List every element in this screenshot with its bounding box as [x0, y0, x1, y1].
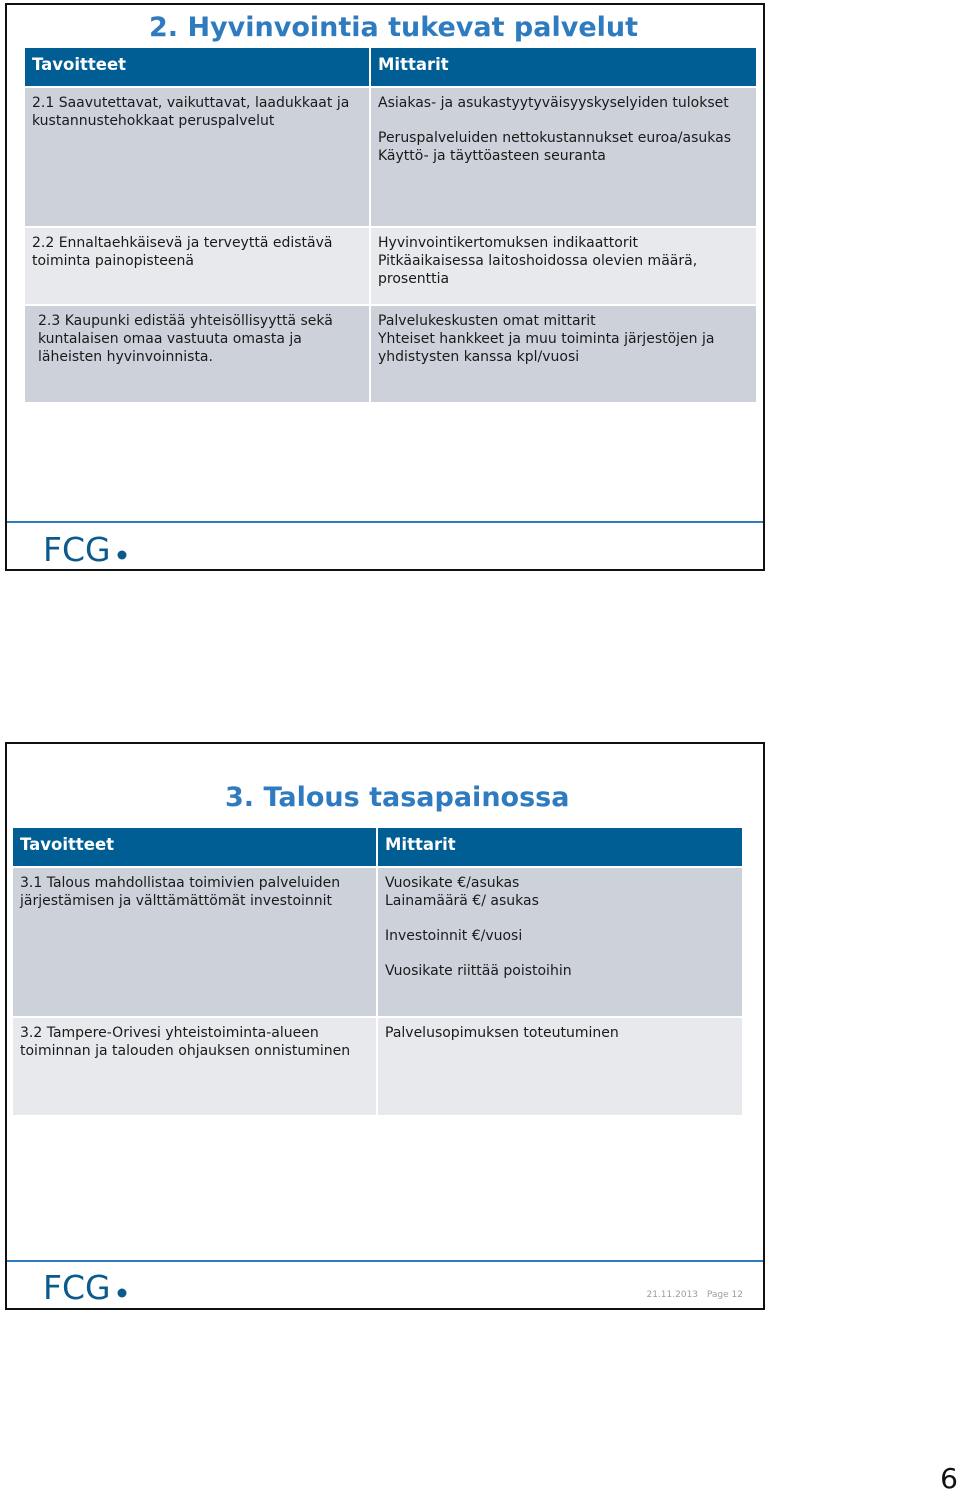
slide-title: 2. Hyvinvointia tukevat palvelut [149, 12, 639, 43]
metric-text: Asiakas- ja asukastyytyväisyyskyselyiden tulokset [378, 95, 729, 111]
metric-text: Investoinnit €/vuosi [385, 928, 523, 944]
metric-text: Palvelukeskusten omat mittarit [378, 313, 596, 329]
header-metrics: Mittarit [378, 828, 742, 866]
footer-date: 21.11.2013 [646, 1290, 699, 1300]
metric-text: Hyvinvointikertomuksen indikaattorit [378, 235, 638, 251]
metric-text: Palvelusopimuksen toteutuminen [385, 1025, 619, 1041]
goals-metrics-table [13, 828, 742, 1115]
goal-cell [25, 228, 369, 304]
header-metrics: Mittarit [371, 48, 756, 86]
slide-talous [5, 742, 765, 1310]
goal-text: 3.2 Tampere-Orivesi yhteistoiminta-alueen toiminnan ja talouden ohjauksen onnistuminen [20, 1025, 351, 1059]
footer-page: Page 12 [706, 1290, 743, 1300]
fcg-logo-text: FCG [43, 1271, 111, 1303]
metric-text: Lainamäärä €/ asukas [385, 893, 539, 909]
metric-text: Käyttö- ja täyttöasteen seuranta [378, 148, 606, 164]
metric-text: Peruspalveluiden nettokustannukset euroa/asukas [378, 130, 732, 146]
goal-text: 2.3 Kaupunki edistää yhteisöllisyyttä sekä kuntalaisen omaa vastuuta omasta ja läheisten hyvinvoinnista. [38, 313, 333, 365]
header-goals: Tavoitteet [13, 828, 376, 866]
metrics-cell [378, 868, 742, 1016]
goal-cell [25, 88, 369, 226]
slide-hyvinvointi [5, 3, 765, 571]
slide-title: 3. Talous tasapainossa [225, 782, 570, 813]
fcg-logo-text: FCG [43, 533, 111, 565]
metric-text: Vuosikate riittää poistoihin [385, 963, 572, 979]
footer-meta [640, 1290, 743, 1300]
goals-metrics-table [25, 48, 756, 402]
metric-text: Yhteiset hankkeet ja muu toiminta järjestöjen ja yhdistysten kanssa kpl/vuosi [378, 331, 715, 365]
goal-cell [13, 1018, 376, 1115]
metrics-cell [371, 306, 756, 402]
goal-text: 2.2 Ennaltaehkäisevä ja terveyttä edistävä toiminta painopisteenä [32, 235, 333, 269]
goal-cell [25, 306, 369, 402]
metrics-cell [371, 88, 756, 226]
page-number: 6 [940, 1462, 958, 1495]
header-goals: Tavoitteet [25, 48, 369, 86]
goal-text: 2.1 Saavutettavat, vaikuttavat, laadukkaat ja kustannustehokkaat peruspalvelut [32, 95, 350, 129]
footer-divider [7, 1260, 763, 1262]
metrics-cell [371, 228, 756, 304]
goal-cell [13, 868, 376, 1016]
goal-text: 3.1 Talous mahdollistaa toimivien palveluiden järjestämisen ja välttämättömät investoinnit [20, 875, 341, 909]
metric-text: Pitkäaikaisessa laitoshoidossa olevien määrä, prosenttia [378, 253, 698, 287]
metric-text: Vuosikate €/asukas [385, 875, 520, 891]
metrics-cell [378, 1018, 742, 1115]
footer-divider [7, 521, 763, 523]
fcg-logo-icon [43, 1271, 127, 1303]
fcg-logo-icon [43, 533, 127, 565]
